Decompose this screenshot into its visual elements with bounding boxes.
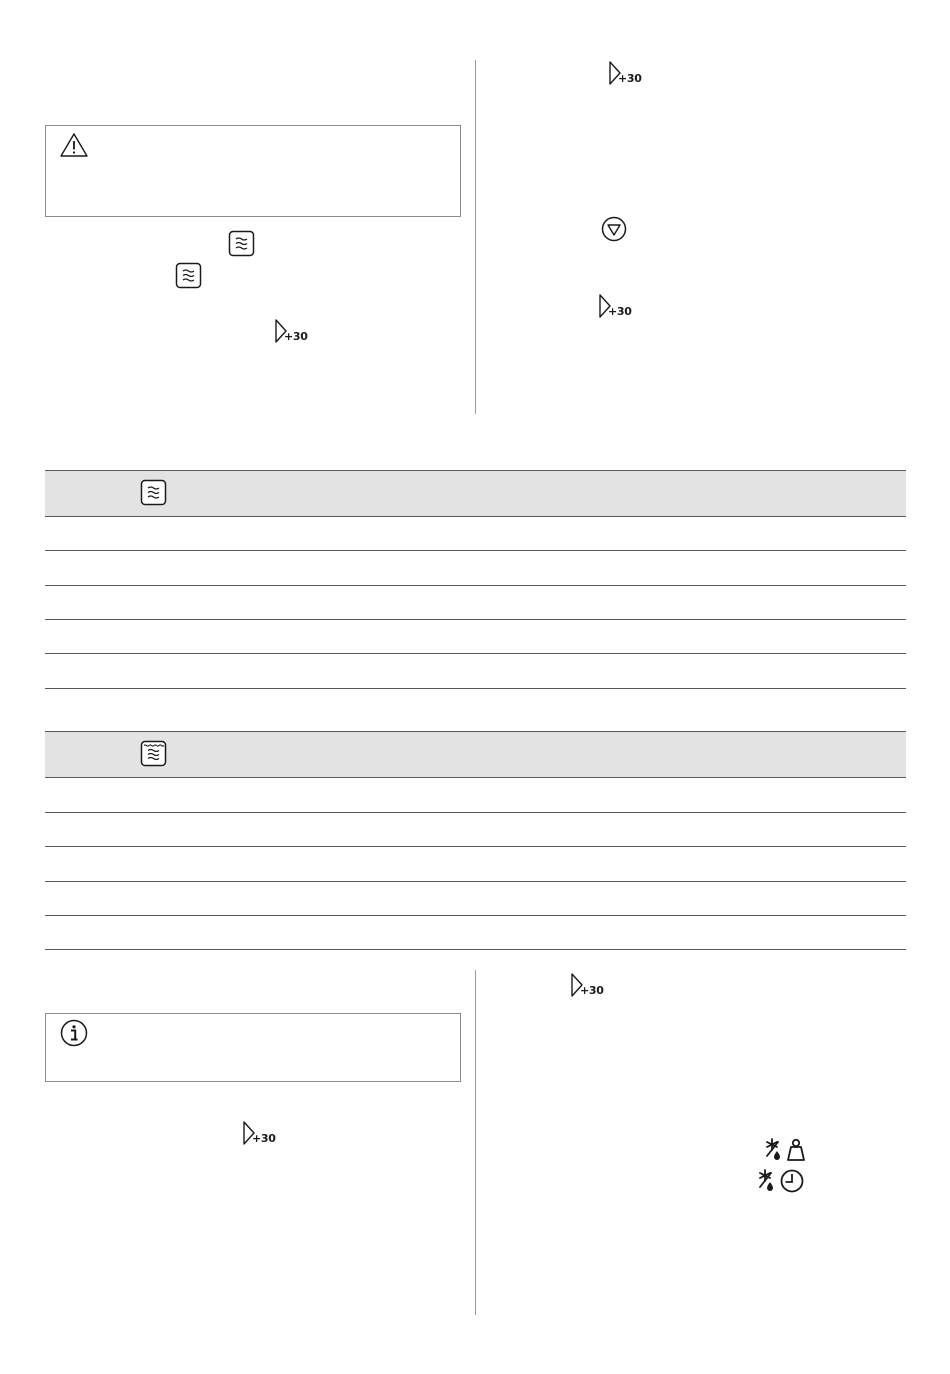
defrost-by-time-icon (757, 1166, 807, 1196)
table-row (45, 915, 906, 916)
microwave-table-header (45, 470, 906, 517)
microwave-icon (228, 230, 255, 257)
info-notice (45, 1013, 461, 1082)
stop-icon (601, 216, 627, 242)
start-plus-30-icon (570, 972, 610, 1002)
microwave-icon (175, 262, 202, 289)
table-row (45, 846, 906, 847)
table-row (45, 585, 906, 586)
start-plus-30-icon (598, 293, 638, 323)
info-circle-icon (59, 1018, 89, 1048)
microwave-combi-table-header (45, 731, 906, 778)
table-row (45, 949, 906, 950)
defrost-by-weight-icon (764, 1136, 810, 1164)
table-row (45, 812, 906, 813)
table-row (45, 688, 906, 689)
plus-30-label: +30 (284, 330, 308, 343)
plus-30-label: +30 (580, 984, 604, 997)
table-row (45, 653, 906, 654)
start-plus-30-icon (608, 60, 648, 90)
plus-30-label: +30 (252, 1132, 276, 1145)
warning-notice (45, 125, 461, 217)
column-divider-bottom (475, 970, 476, 1315)
table-row (45, 550, 906, 551)
microwave-icon (140, 479, 167, 506)
plus-30-label: +30 (618, 72, 642, 85)
start-plus-30-icon (274, 318, 314, 348)
warning-triangle-icon (59, 132, 89, 158)
microwave-combi-icon (140, 740, 167, 767)
plus-30-label: +30 (608, 305, 632, 318)
column-divider-top (475, 60, 476, 414)
start-plus-30-icon (242, 1120, 282, 1150)
table-row (45, 881, 906, 882)
table-row (45, 619, 906, 620)
